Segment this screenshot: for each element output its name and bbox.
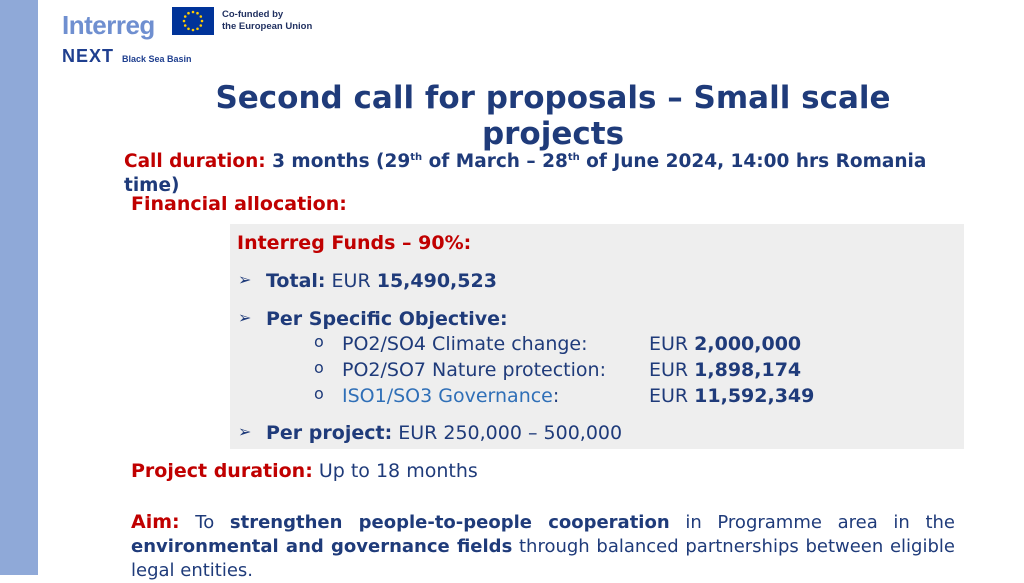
side-band <box>0 0 38 575</box>
call-duration-label: Call duration: <box>124 151 266 172</box>
project-duration-label: Project duration: <box>131 460 313 482</box>
eu-cofunded-text: Co-funded by the European Union <box>222 9 313 32</box>
arrow-bullet-icon: ➢ <box>238 308 252 327</box>
circle-bullet-icon: o <box>314 358 324 377</box>
circle-bullet-icon: o <box>314 384 324 403</box>
arrow-bullet-icon: ➢ <box>238 270 252 289</box>
funds-box: Interreg Funds – 90%: ➢ Total: EUR 15,490,523 ➢ Per Specific Objective: o PO2/SO4 Climate change: EUR 2,000,000 o PO2/SO7 Nature protection: EUR 1,898,174 o ISO1/SO3 Governance: EUR 11,592,349 ➢ Per project: EUR 250,000 – 500,000 <box>230 224 964 449</box>
call-duration: Call duration: 3 months (29th of March – 28th of June 2024, 14:00 hrs Romania time) <box>124 151 927 196</box>
governance-link[interactable]: ISO1/SO3 Governance <box>342 385 553 407</box>
aim-label: Aim: <box>131 511 180 533</box>
circle-bullet-icon: o <box>314 332 324 351</box>
logo-region-text: Black Sea Basin <box>122 54 192 64</box>
funds-heading: Interreg Funds – 90%: <box>237 232 472 254</box>
logo-next-text: NEXT <box>62 46 115 66</box>
project-duration: Project duration: Up to 18 months <box>131 460 478 482</box>
arrow-bullet-icon: ➢ <box>238 422 252 441</box>
logo-interreg-text: Interreg <box>62 10 155 40</box>
slide-title: Second call for proposals – Small scale projects <box>215 80 891 152</box>
eu-flag-icon <box>172 7 214 35</box>
aim-paragraph: Aim: To strengthen people-to-people cooperation in Programme area in the environmental and governance fields through balanced partnerships between eligible legal entities. <box>131 511 955 581</box>
financial-allocation-heading: Financial allocation: <box>131 193 347 215</box>
